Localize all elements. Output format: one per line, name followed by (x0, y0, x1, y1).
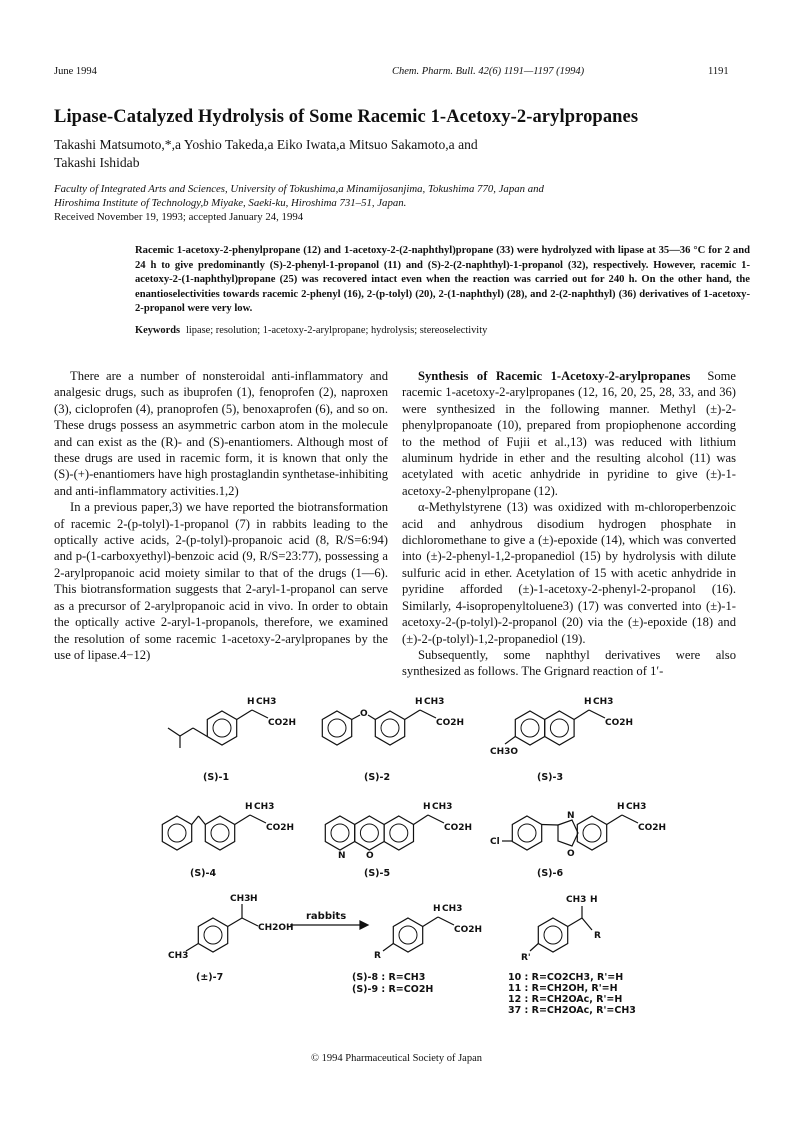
atom-n: N (567, 811, 575, 821)
atom-r: R (374, 951, 381, 961)
atom-co2h: CO2H (268, 718, 297, 728)
synthesis-paragraph-1: Some racemic 1-acetoxy-2-arylpropanes (12, 16, 20, 25, 28, 33, and 36) were synthesized in the following manner. Methyl (±)-2-phenylpropanoate (10), prepared from propiophenone according to the method of Fujii et al.,13) was reduced with lithium aluminum hydride in ether and the resulting alcohol (11) was acetylated with acetic anhydride in pyridine to give (±)-1-acetoxy-2-phenylpropane (12). (402, 369, 737, 498)
structure-s-3 (505, 710, 605, 745)
atom-ch3: CH3 (230, 894, 251, 904)
atom-h: H (250, 894, 258, 904)
structure-7 (186, 904, 258, 952)
atom-co2h: CO2H (454, 925, 483, 935)
atom-co2h: CO2H (605, 718, 634, 728)
atom-o: O (366, 851, 374, 861)
keywords (135, 325, 750, 336)
keywords-text: lipase; resolution; 1-acetoxy-2-arylpropane; hydrolysis; stereoselectivity (186, 325, 488, 336)
compound-label: (S)-5 (364, 868, 391, 879)
paper-title: Lipase-Catalyzed Hydrolysis of Some Racemic 1-Acetoxy-2-arylpropanes (54, 107, 639, 127)
atom-ch3: CH3 (442, 904, 463, 914)
header-page-number: 1191 (708, 66, 729, 77)
structure-10-37 (530, 906, 592, 952)
header-journal: Chem. Pharm. Bull. 42(6) 1191—1197 (1994) (392, 66, 585, 77)
affiliation-line-2: Hiroshima Institute of Technology,b Miyake, Saeki-ku, Hiroshima 731–51, Japan. (54, 196, 407, 209)
compound-label: (S)-2 (364, 772, 391, 783)
legend-line: 37 : R=CH2OAc, R'=CH3 (508, 1005, 636, 1016)
atom-ch3: CH3 (256, 697, 277, 707)
atom-ch3: CH3 (432, 802, 453, 812)
atom-h: H (247, 697, 255, 707)
author-line-2: Takashi Ishidab (54, 155, 140, 170)
atom-cl: Cl (490, 837, 500, 847)
atom-h: H (584, 697, 592, 707)
structure-s-5 (325, 815, 444, 850)
intro-paragraph-1: There are a number of nonsteroidal anti-inflammatory and analgesic drugs, such as ibuprofen (1), fenoprofen (2), naproxen (3), cicloprofen (4), pranoprofen (5), benoxaprofen (6), and so on. These drugs possess an asymmetric carbon atom in the molecule and can exist as the (R)- and (S)-enantiomers. Although most of these drugs are used in racemic form, it is known that only the (S)-(+)-enantiomers have high prostaglandin synthetase-inhibiting and anti-inflammatory activities.1,2) (54, 369, 388, 498)
keywords-label: Keywords (135, 325, 181, 336)
structure-s-4 (162, 815, 266, 850)
atom-ch2oh: CH2OH (258, 923, 294, 933)
atom-ch3o: CH3O (490, 747, 519, 757)
atom-co2h: CO2H (436, 718, 465, 728)
atom-r: R (594, 931, 601, 941)
atom-r-prime: R' (521, 953, 531, 963)
atom-ch3: CH3 (168, 951, 189, 961)
copyright-footer: © 1994 Pharmaceutical Society of Japan (311, 1053, 482, 1064)
atom-ch3: CH3 (424, 697, 445, 707)
structure-s-1 (168, 710, 268, 748)
atom-o: O (567, 849, 575, 859)
chemical-structures-scheme (0, 680, 793, 1040)
atom-h: H (590, 895, 598, 905)
atom-h: H (433, 904, 441, 914)
atom-co2h: CO2H (444, 823, 473, 833)
author-line-1: Takashi Matsumoto,*,a Yoshio Takeda,a Eiko Iwata,a Mitsuo Sakamoto,a and (54, 137, 478, 152)
compound-label: (S)-1 (203, 772, 230, 783)
atom-o: O (360, 709, 368, 719)
legend-line: 10 : R=CO2CH3, R'=H (508, 972, 624, 983)
header-date: June 1994 (54, 66, 97, 77)
right-column (402, 368, 736, 680)
atom-h: H (415, 697, 423, 707)
compound-label: (S)-4 (190, 868, 217, 879)
atom-n: N (338, 851, 346, 861)
atom-ch3: CH3 (593, 697, 614, 707)
atom-ch3: CH3 (254, 802, 275, 812)
author-list (54, 136, 744, 172)
atom-co2h: CO2H (638, 823, 667, 833)
section-heading: Synthesis of Racemic 1-Acetoxy-2-arylpropanes (418, 369, 691, 383)
synthesis-paragraph-3: Subsequently, some naphthyl derivatives were also synthesized as follows. The Grignard reaction of 1′- (402, 647, 736, 679)
atom-h: H (617, 802, 625, 812)
atom-h: H (423, 802, 431, 812)
product-label: (S)-9 : R=CO2H (352, 984, 434, 995)
received-dates: Received November 19, 1993; accepted January 24, 1994 (54, 211, 304, 223)
abstract: Racemic 1-acetoxy-2-phenylpropane (12) and 1-acetoxy-2-(2-naphthyl)propane (33) were hydrolyzed with lipase at 35—36 °C for 2 and 24 h to give predominantly (S)-2-phenyl-1-propanol (11) and (S)-2-(2-naphthyl)-1-propanol (32), respectively. However, racemic 1-acetoxy-2-(1-naphthyl)propane (25) was recovered intact even when the reaction was carried out for 240 h. On the other hand, the enantioselectivities towards racemic 2-phenyl (16), 2-(p-tolyl) (20), 2-(1-naphthyl) (28), and 2-(2-naphthyl) (36) derivatives of 1-acetoxy-2-propanol were very low. (135, 245, 750, 315)
atom-ch3: CH3 (566, 895, 587, 905)
arrow-label: rabbits (306, 911, 347, 922)
legend-line: 11 : R=CH2OH, R'=H (508, 983, 618, 994)
compound-label: (S)-6 (537, 868, 564, 879)
atom-h: H (245, 802, 253, 812)
atom-co2h: CO2H (266, 823, 295, 833)
intro-paragraph-2: In a previous paper,3) we have reported the biotransformation of racemic 2-(p-tolyl)-1-propanol (7) in rabbits leading to the optically active acids, 2-(p-tolyl)-propanoic acid (8, R/S=6:94) and p-(1-carboxyethyl)-benzoic acid (9, R/S=23:77), possessing a 2-arylpropanoic acid moiety similar to that of the drugs (1—6). This biotransformation suggests that 2-aryl-1-propanol can serve as a precursor of 2-arylpropanoic acid in vivo. In order to obtain the optically active 2-aryl-1-propanols, therefore, we examined the resolution of some racemic 1-acetoxy-2-arylpropanes by the use of lipase.4−12) (54, 500, 388, 662)
structure-s-2 (322, 710, 436, 745)
legend-line: 12 : R=CH2OAc, R'=H (508, 994, 623, 1005)
synthesis-paragraph-2: α-Methylstyrene (13) was oxidized with m-chloroperbenzoic acid and anhydrous disodium hydrogen phosphate in dichloromethane to give a (±)-epoxide (14), which was converted into (±)-2-phenyl-1,2-propanediol (15) by hydrolysis with dilute sulfuric acid in ether. Acetylation of 15 with acetic anhydride in pyridine afforded (±)-1-acetoxy-2-phenyl-2-propanol (16). Similarly, 4-isopropenyltoluene3) (17) was converted into (±)-1-acetoxy-2-(p-tolyl)-2-propanol (20) via the (±)-epoxide (18) and (±)-2-(p-tolyl)-1,2-propanediol (19). (402, 500, 736, 646)
product-label: (S)-8 : R=CH3 (352, 972, 426, 983)
atom-ch3: CH3 (626, 802, 647, 812)
compound-label: (±)-7 (196, 972, 224, 983)
affiliations (54, 183, 754, 210)
affiliation-line-1: Faculty of Integrated Arts and Sciences, University of Tokushima,a Minamijosanjima, Tokushima 770, Japan and (54, 183, 544, 195)
left-column (54, 368, 388, 663)
structure-8-9 (383, 917, 454, 952)
compound-label: (S)-3 (537, 772, 564, 783)
